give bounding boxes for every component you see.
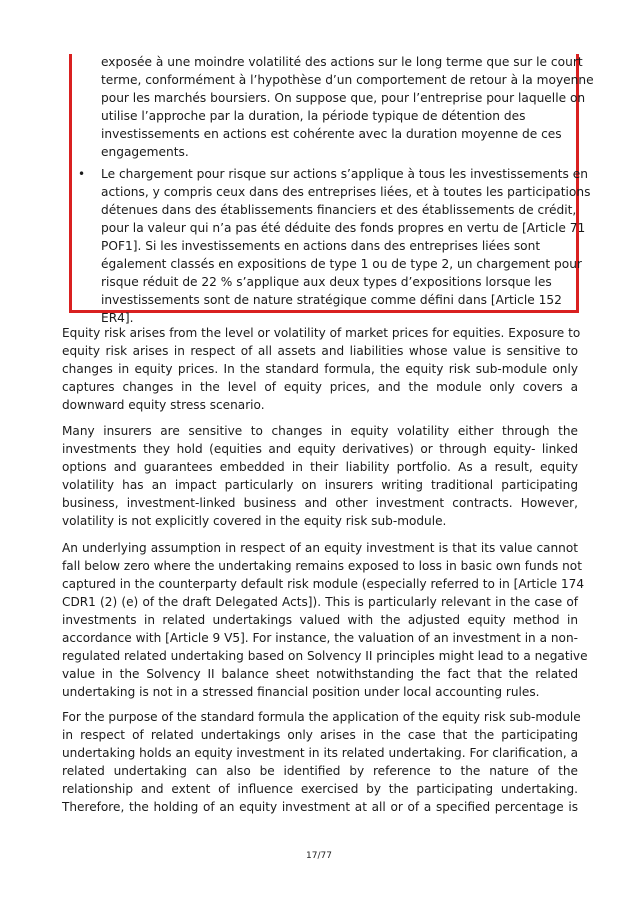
text-line: volatility has an impact particularly on insurers writing traditional participating	[62, 478, 578, 492]
text-line: investments they hold (equities and equity derivatives) or through equity- linked	[62, 442, 578, 456]
text-line: investments in related undertakings valued with the adjusted equity method in	[62, 613, 578, 627]
text-line: captures changes in the level of equity prices, and the module only covers a	[62, 380, 578, 394]
text-line: utilise l’approche par la duration, la période typique de détention des	[101, 109, 526, 123]
text-line: An underlying assumption in respect of an equity investment is that its value cannot	[62, 541, 578, 555]
paragraph-underlying-assumption	[62, 539, 588, 701]
text-line: actions, y compris ceux dans des entreprises liées, et à toutes les participations	[101, 185, 591, 199]
page-number: 17/77	[306, 851, 332, 861]
text-line: exposée à une moindre volatilité des actions sur le long terme que sur le court	[101, 55, 583, 69]
text-line: accordance with [Article 9 V5]. For instance, the valuation of an investment in a non-	[62, 631, 578, 645]
text-line: in respect of related undertakings only arises in the case that the participating	[62, 728, 578, 742]
text-line: POF1]. Si les investissements en actions dans des entreprises liées sont	[101, 239, 541, 253]
paragraph-standard-formula-purpose	[62, 708, 581, 816]
text-line: ER4].	[101, 311, 134, 325]
text-line: détenues dans des établissements financiers et des établissements de crédit,	[101, 203, 577, 217]
text-line: business, investment-linked business and other investment contracts. However,	[62, 496, 578, 510]
text-line: changes in equity prices. In the standard formula, the equity risk sub-module only	[62, 362, 578, 376]
text-line: risque réduit de 22 % s’applique aux deux types d’expositions lorsque les	[101, 275, 552, 289]
text-line: Equity risk arises from the level or volatility of market prices for equities. Exposure to	[62, 326, 581, 340]
paragraph-equity-volatility	[62, 422, 578, 530]
text-line: fall below zero where the undertaking remains exposed to loss in basic own funds not	[62, 559, 582, 573]
french-quote-box	[69, 54, 594, 325]
text-line: pour les marchés boursiers. On suppose que, pour l’entreprise pour laquelle on	[101, 91, 586, 105]
text-line: Many insurers are sensitive to changes in equity volatility either through the	[62, 424, 578, 438]
text-line: relationship and extent of influence exercised by the participating undertaking.	[62, 782, 578, 796]
text-line: regulated related undertaking based on Solvency II principles might lead to a negative	[62, 649, 588, 663]
text-line: downward equity stress scenario.	[62, 398, 265, 412]
text-line: undertaking is not in a stressed financial position under local accounting rules.	[62, 685, 540, 699]
text-line: value in the Solvency II balance sheet notwithstanding the fact that the related	[62, 667, 578, 681]
text-line: undertaking holds an equity investment in its related undertaking. For clarification, a	[62, 746, 578, 760]
text-line: également classés en expositions de type 1 ou de type 2, un chargement pour	[101, 257, 582, 271]
text-line: volatility is not explicitly covered in the equity risk sub-module.	[62, 514, 447, 528]
text-line: pour la valeur qui n’a pas été déduite des fonds propres en vertu de [Article 71	[101, 221, 586, 235]
text-line: Le chargement pour risque sur actions s’applique à tous les investissements en	[101, 167, 588, 181]
text-line: equity risk arises in respect of all assets and liabilities whose value is sensitive to	[62, 344, 578, 358]
bullet-icon: •	[78, 167, 86, 181]
text-line: options and guarantees embedded in their liability portfolio. As a result, equity	[62, 460, 578, 474]
text-line: investissements sont de nature stratégique comme défini dans [Article 152	[101, 293, 562, 307]
text-line: related undertaking can also be identified by reference to the nature of the	[62, 764, 578, 778]
text-line: engagements.	[101, 145, 189, 159]
text-line: Therefore, the holding of an equity investment at all or of a specified percentage is	[62, 800, 578, 814]
text-line: CDR1 (2) (e) of the draft Delegated Acts]). This is particularly relevant in the case of	[62, 595, 578, 609]
text-line: captured in the counterparty default risk module (especially referred to in [Article 174	[62, 577, 585, 591]
paragraph-equity-risk-definition	[62, 324, 581, 414]
text-line: For the purpose of the standard formula the application of the equity risk sub-module	[62, 710, 581, 724]
text-line: terme, conformément à l’hypothèse d’un comportement de retour à la moyenne	[101, 73, 594, 87]
text-line: investissements en actions est cohérente avec la duration moyenne de ces	[101, 127, 562, 141]
